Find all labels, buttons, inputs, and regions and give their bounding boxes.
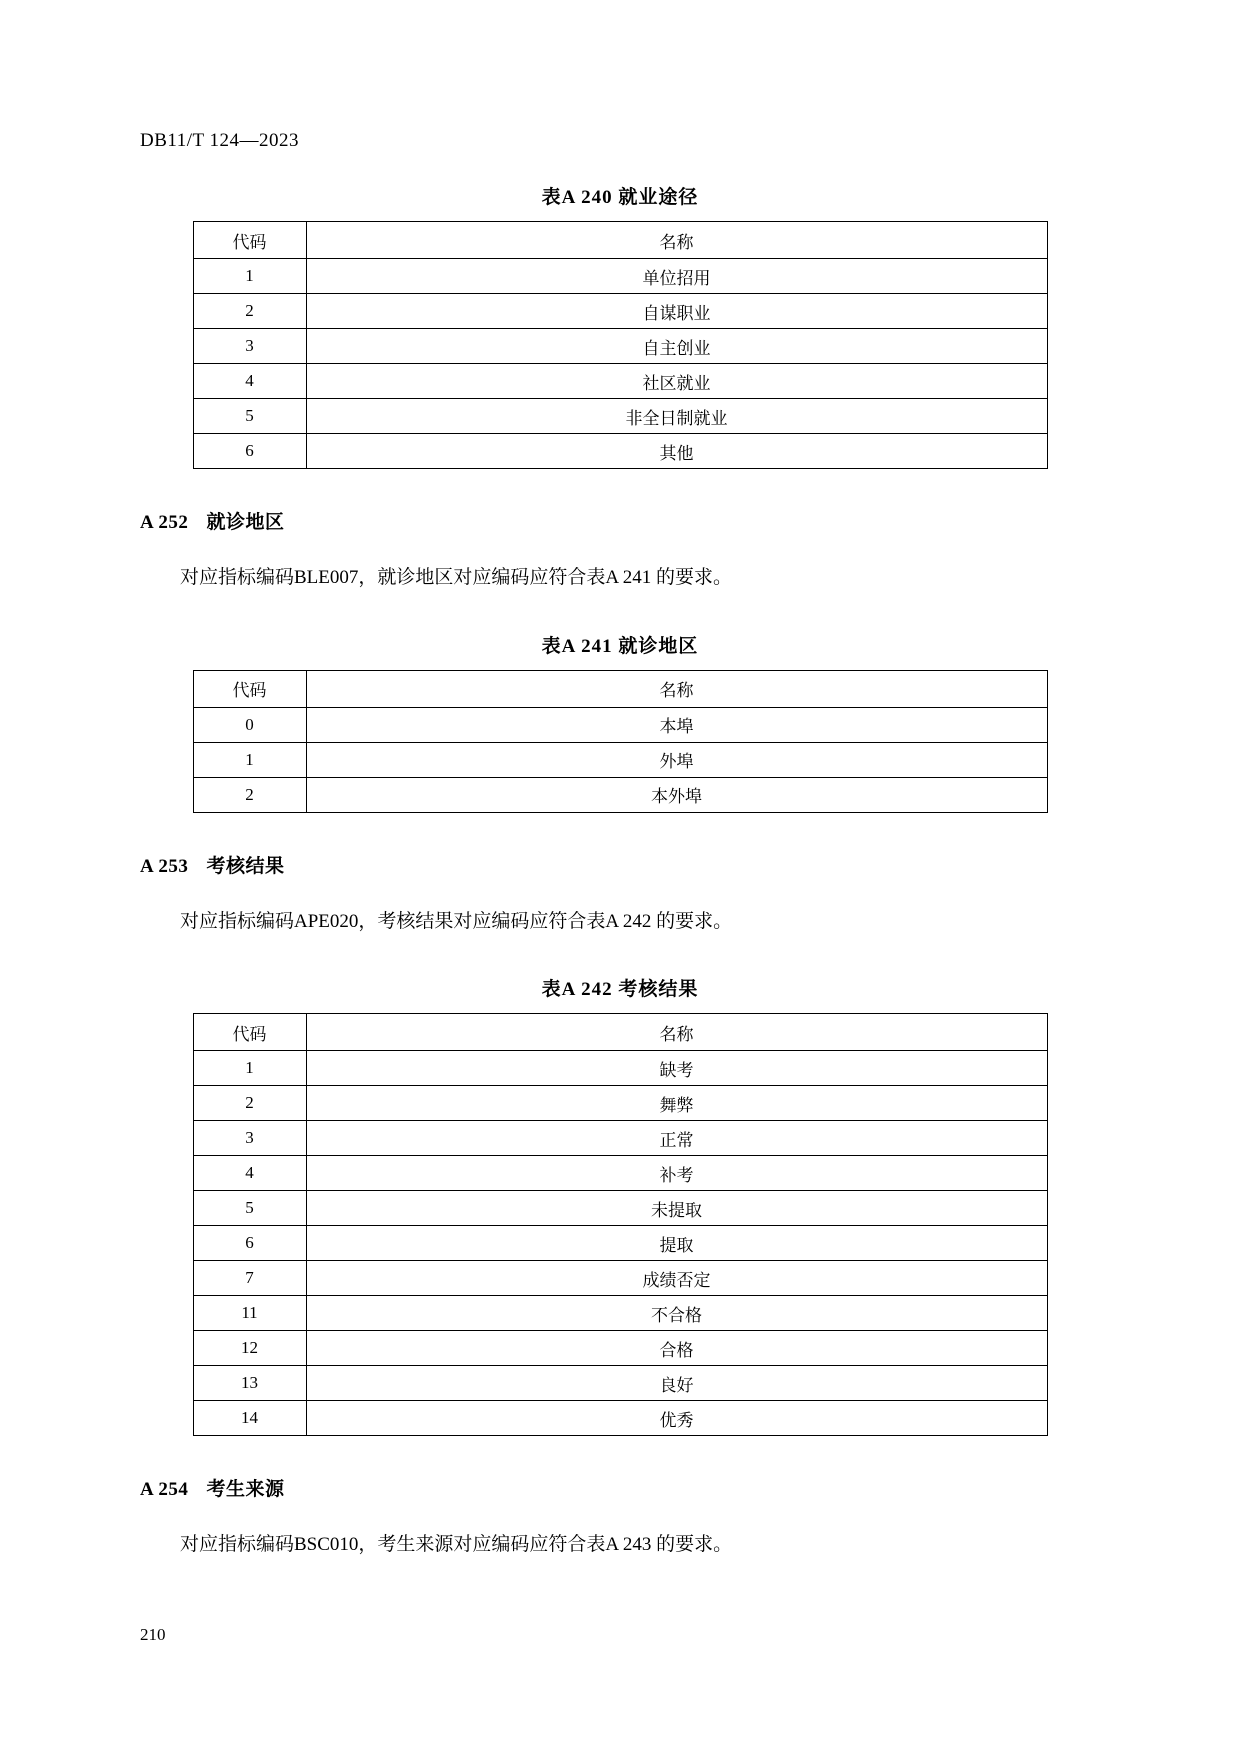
cell-name: 成绩否定 <box>306 1261 1047 1296</box>
cell-name: 优秀 <box>306 1401 1047 1436</box>
cell-code: 6 <box>193 434 306 469</box>
cell-code: 7 <box>193 1261 306 1296</box>
cell-code: 12 <box>193 1331 306 1366</box>
table-row <box>193 1226 1047 1261</box>
section-title: 就诊地区 <box>206 512 285 533</box>
column-header-name: 名称 <box>306 670 1047 707</box>
cell-code: 6 <box>193 1226 306 1261</box>
table-header-row <box>193 222 1047 259</box>
cell-code: 4 <box>193 1156 306 1191</box>
table-row <box>193 399 1047 434</box>
table-header-row <box>193 1014 1047 1051</box>
table-row <box>193 777 1047 812</box>
table-caption-a241: 表A 241 就诊地区 <box>541 635 699 657</box>
cell-name: 正常 <box>306 1121 1047 1156</box>
cell-name: 舞弊 <box>306 1086 1047 1121</box>
page-number: 210 <box>140 1625 166 1644</box>
cell-code: 2 <box>193 294 306 329</box>
section-number: A 252 <box>140 512 189 533</box>
table-row <box>193 1331 1047 1366</box>
section-number: A 253 <box>140 855 189 877</box>
table-row <box>193 329 1047 364</box>
table-row <box>193 742 1047 777</box>
page-header: DB11/T 124—2023 <box>140 130 299 151</box>
table-a242 <box>193 1013 1048 1436</box>
cell-name: 未提取 <box>306 1191 1047 1226</box>
cell-name: 本外埠 <box>306 777 1047 812</box>
column-header-name: 名称 <box>306 222 1047 259</box>
column-header-code: 代码 <box>193 222 306 259</box>
table-row <box>193 707 1047 742</box>
table-row <box>193 1156 1047 1191</box>
section-paragraph-a253: 对应指标编码APE020，考核结果对应编码应符合表A 242 的要求。 <box>180 910 733 932</box>
cell-code: 3 <box>193 1121 306 1156</box>
cell-name: 本埠 <box>306 707 1047 742</box>
cell-code: 2 <box>193 1086 306 1121</box>
table-row <box>193 364 1047 399</box>
cell-name: 提取 <box>306 1226 1047 1261</box>
cell-name: 不合格 <box>306 1296 1047 1331</box>
section-heading-a254 <box>140 1474 1100 1501</box>
table-caption-a242: 表A 242 考核结果 <box>541 979 699 1000</box>
cell-name: 外埠 <box>306 742 1047 777</box>
table-a240 <box>193 221 1048 469</box>
cell-name: 自谋职业 <box>306 294 1047 329</box>
table-row <box>193 1051 1047 1086</box>
section-paragraph-a254: 对应指标编码BSC010，考生来源对应编码应符合表A 243 的要求。 <box>180 1534 733 1555</box>
section-heading-a253 <box>140 851 1100 878</box>
cell-name: 合格 <box>306 1331 1047 1366</box>
cell-code: 5 <box>193 1191 306 1226</box>
section-title: 考生来源 <box>206 1479 285 1500</box>
cell-name: 单位招用 <box>306 259 1047 294</box>
cell-code: 1 <box>193 742 306 777</box>
table-row <box>193 1191 1047 1226</box>
cell-code: 11 <box>193 1296 306 1331</box>
table-row <box>193 1366 1047 1401</box>
table-row <box>193 434 1047 469</box>
table-row <box>193 1121 1047 1156</box>
column-header-code: 代码 <box>193 670 306 707</box>
section-paragraph-a252: 对应指标编码BLE007，就诊地区对应编码应符合表A 241 的要求。 <box>180 567 733 588</box>
cell-code: 5 <box>193 399 306 434</box>
table-header-row <box>193 670 1047 707</box>
table-caption-a240: 表A 240 就业途径 <box>541 187 699 208</box>
column-header-code: 代码 <box>193 1014 306 1051</box>
section-title: 考核结果 <box>206 855 285 877</box>
cell-name: 缺考 <box>306 1051 1047 1086</box>
cell-name: 非全日制就业 <box>306 399 1047 434</box>
cell-code: 14 <box>193 1401 306 1436</box>
column-header-name: 名称 <box>306 1014 1047 1051</box>
cell-code: 1 <box>193 1051 306 1086</box>
table-row <box>193 294 1047 329</box>
cell-code: 4 <box>193 364 306 399</box>
cell-name: 社区就业 <box>306 364 1047 399</box>
cell-code: 2 <box>193 777 306 812</box>
table-a241 <box>193 670 1048 813</box>
table-row <box>193 1296 1047 1331</box>
section-number: A 254 <box>140 1479 189 1500</box>
cell-code: 1 <box>193 259 306 294</box>
cell-code: 3 <box>193 329 306 364</box>
cell-name: 良好 <box>306 1366 1047 1401</box>
cell-name: 自主创业 <box>306 329 1047 364</box>
section-heading-a252 <box>140 507 1100 534</box>
cell-code: 13 <box>193 1366 306 1401</box>
table-row <box>193 1401 1047 1436</box>
cell-name: 其他 <box>306 434 1047 469</box>
table-row <box>193 1086 1047 1121</box>
table-row <box>193 1261 1047 1296</box>
table-row <box>193 259 1047 294</box>
cell-name: 补考 <box>306 1156 1047 1191</box>
cell-code: 0 <box>193 707 306 742</box>
